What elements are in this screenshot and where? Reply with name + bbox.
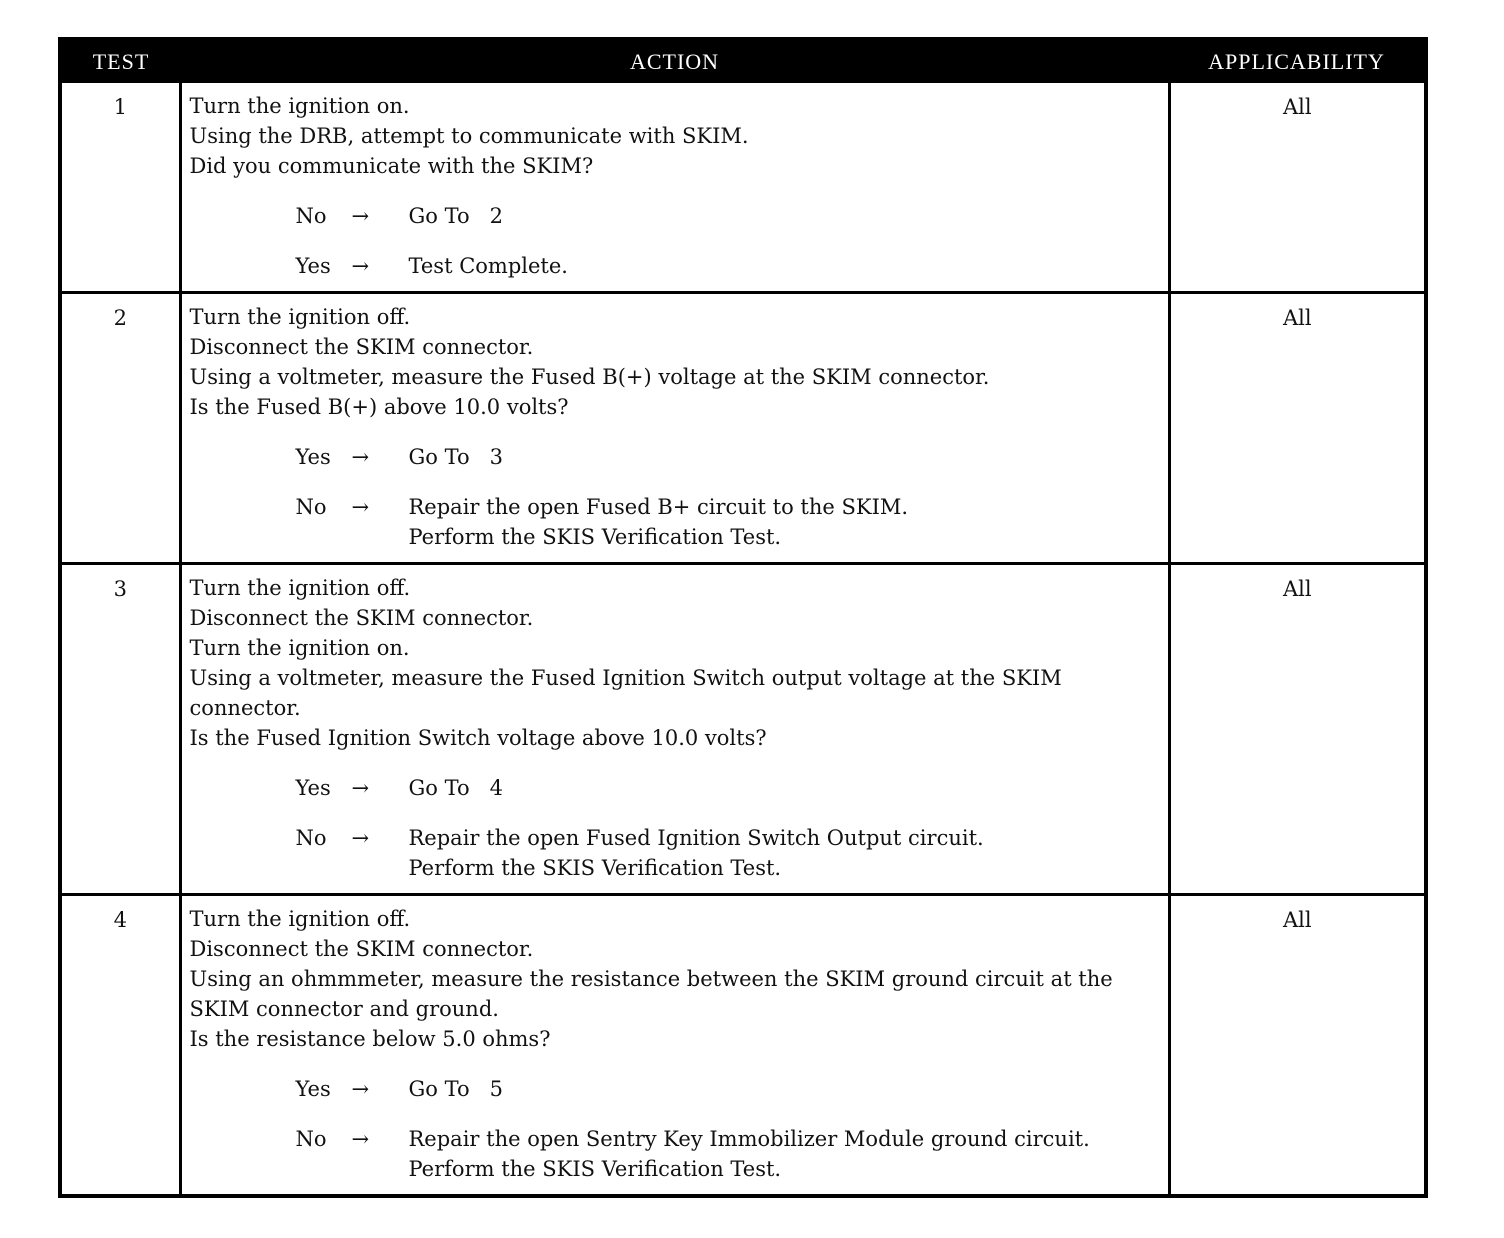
outcome-answer: No — [295, 826, 327, 850]
action-step: Using an ohmmmeter, measure the resistance between the SKIM ground circuit at the SKIM connector and ground. — [189, 967, 1113, 1021]
outcome-no — [296, 492, 1162, 552]
applicability-value: All — [1169, 293, 1426, 564]
outcome-answer: No — [295, 204, 327, 228]
result-line: Perform the SKIS Verification Test. — [408, 525, 782, 549]
action-step: Did you communicate with the SKIM? — [189, 154, 594, 178]
table-row — [60, 564, 1426, 895]
outcome-result — [409, 442, 1162, 472]
outcome-no — [296, 201, 1162, 231]
action-step: Is the resistance below 5.0 ohms? — [189, 1027, 551, 1051]
arrow-right-icon: → — [351, 445, 370, 469]
action-step: Turn the ignition off. — [189, 576, 411, 600]
test-number: 4 — [60, 895, 180, 1197]
arrow-right-icon: → — [351, 776, 370, 800]
action-step: Is the Fused Ignition Switch voltage above 10.0 volts? — [189, 726, 767, 750]
test-number: 3 — [60, 564, 180, 895]
result-line: Go To 3 — [408, 445, 503, 469]
action-step: Turn the ignition off. — [189, 305, 411, 329]
outcome-result — [409, 201, 1162, 231]
outcome-answer: Yes — [295, 776, 331, 800]
result-line: Go To 5 — [408, 1077, 503, 1101]
table-row — [60, 895, 1426, 1197]
result-line: Perform the SKIS Verification Test. — [408, 856, 782, 880]
result-line: Repair the open Fused B+ circuit to the SKIM. — [408, 495, 909, 519]
arrow-right-icon: → — [351, 495, 370, 519]
header-action: ACTION — [180, 39, 1169, 83]
outcome-result — [409, 251, 1162, 281]
table-row — [60, 83, 1426, 293]
arrow-right-icon: → — [351, 254, 370, 278]
result-line: Go To 2 — [408, 204, 503, 228]
outcome-yes — [296, 442, 1162, 472]
arrow-right-icon: → — [351, 1127, 370, 1151]
outcome-answer: No — [295, 495, 327, 519]
outcome-yes — [296, 251, 1162, 281]
table-body — [60, 83, 1426, 1196]
table-header-row — [60, 39, 1426, 83]
action-step: Disconnect the SKIM connector. — [189, 335, 534, 359]
action-step: Disconnect the SKIM connector. — [189, 606, 534, 630]
applicability-value: All — [1169, 83, 1426, 293]
action-step: Turn the ignition on. — [189, 94, 410, 118]
applicability-value: All — [1169, 895, 1426, 1197]
outcome-result — [409, 1074, 1162, 1104]
action-cell — [180, 895, 1169, 1197]
outcome-answer: Yes — [295, 445, 331, 469]
action-cell — [180, 83, 1169, 293]
outcome-no — [296, 823, 1162, 883]
outcome-result — [409, 773, 1162, 803]
result-line: Go To 4 — [408, 776, 503, 800]
result-line: Repair the open Sentry Key Immobilizer Module ground circuit. — [408, 1127, 1090, 1151]
arrow-right-icon: → — [351, 1077, 370, 1101]
table-row — [60, 293, 1426, 564]
action-step: Is the Fused B(+) above 10.0 volts? — [189, 395, 569, 419]
outcome-answer: Yes — [295, 254, 331, 278]
outcome-answer: Yes — [295, 1077, 331, 1101]
action-step: Disconnect the SKIM connector. — [189, 937, 534, 961]
result-line: Test Complete. — [408, 254, 568, 278]
result-line: Repair the open Fused Ignition Switch Output circuit. — [408, 826, 984, 850]
test-number: 1 — [60, 83, 180, 293]
diagnostic-test-table — [58, 37, 1428, 1198]
header-applicability: APPLICABILITY — [1169, 39, 1426, 83]
header-test: TEST — [60, 39, 180, 83]
arrow-right-icon: → — [351, 204, 370, 228]
applicability-value: All — [1169, 564, 1426, 895]
action-step: Using a voltmeter, measure the Fused B(+) voltage at the SKIM connector. — [189, 365, 990, 389]
outcome-answer: No — [295, 1127, 327, 1151]
action-step: Using a voltmeter, measure the Fused Ignition Switch output voltage at the SKIM connector. — [189, 666, 1062, 720]
outcome-result — [409, 1124, 1162, 1184]
action-step: Turn the ignition off. — [189, 907, 411, 931]
arrow-right-icon: → — [351, 826, 370, 850]
action-step: Turn the ignition on. — [189, 636, 410, 660]
action-cell — [180, 564, 1169, 895]
outcome-result — [409, 492, 1162, 552]
outcome-yes — [296, 773, 1162, 803]
action-step: Using the DRB, attempt to communicate with SKIM. — [189, 124, 749, 148]
action-cell — [180, 293, 1169, 564]
outcome-yes — [296, 1074, 1162, 1104]
result-line: Perform the SKIS Verification Test. — [408, 1157, 782, 1181]
outcome-result — [409, 823, 1162, 883]
outcome-no — [296, 1124, 1162, 1184]
test-number: 2 — [60, 293, 180, 564]
